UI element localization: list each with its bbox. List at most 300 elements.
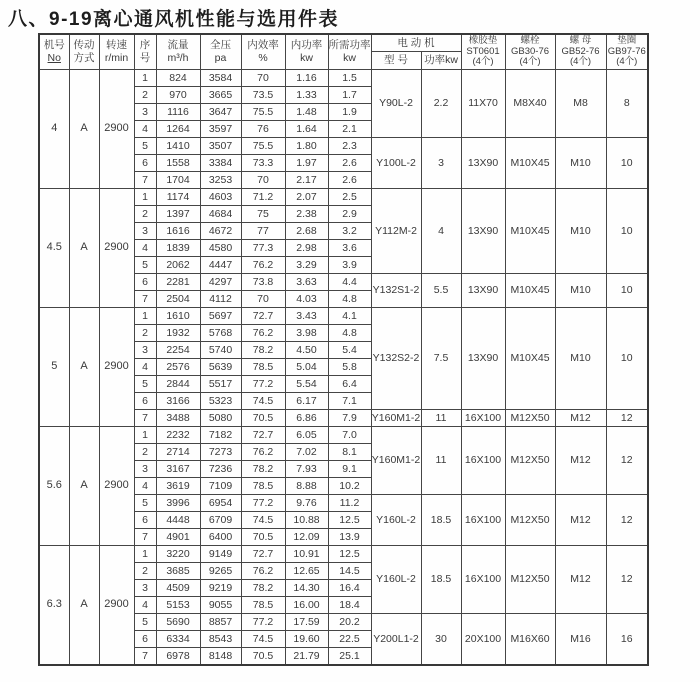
cell-seq: 3 xyxy=(134,103,156,120)
cell-flow: 3488 xyxy=(156,409,200,426)
cell-efficiency: 78.2 xyxy=(241,460,285,477)
cell-flow: 824 xyxy=(156,69,200,86)
cell-efficiency: 74.5 xyxy=(241,511,285,528)
cell-required-power: 12.5 xyxy=(328,545,371,562)
header-line: 转速 xyxy=(106,39,127,52)
cell-required-power: 11.2 xyxy=(328,494,371,511)
cell-speed: 2900 xyxy=(99,188,134,307)
cell-washer: 12 xyxy=(606,494,648,545)
cell-washer: 10 xyxy=(606,307,648,409)
cell-required-power: 4.4 xyxy=(328,273,371,290)
cell-bolt: M8X40 xyxy=(505,69,555,137)
cell-pressure: 6400 xyxy=(200,528,241,545)
cell-seq: 5 xyxy=(134,494,156,511)
cell-efficiency: 75.5 xyxy=(241,137,285,154)
cell-flow: 3220 xyxy=(156,545,200,562)
header-line: 方式 xyxy=(73,51,95,64)
header-line: 全压 xyxy=(210,39,231,52)
cell-required-power: 2.6 xyxy=(328,171,371,188)
cell-required-power: 18.4 xyxy=(328,596,371,613)
cell-seq: 4 xyxy=(134,120,156,137)
cell-internal-power: 1.33 xyxy=(285,86,328,103)
cell-required-power: 2.6 xyxy=(328,154,371,171)
cell-efficiency: 78.5 xyxy=(241,477,285,494)
cell-seq: 5 xyxy=(134,137,156,154)
cell-motor-model: Y90L-2 xyxy=(371,69,421,137)
cell-internal-power: 2.98 xyxy=(285,239,328,256)
header-line: pa xyxy=(214,51,227,64)
cell-required-power: 9.1 xyxy=(328,460,371,477)
cell-washer: 10 xyxy=(606,137,648,188)
cell-efficiency: 75.5 xyxy=(241,103,285,120)
cell-internal-power: 2.17 xyxy=(285,171,328,188)
cell-speed: 2900 xyxy=(99,307,134,426)
cell-efficiency: 78.5 xyxy=(241,596,285,613)
cell-required-power: 14.5 xyxy=(328,562,371,579)
cell-flow: 2281 xyxy=(156,273,200,290)
cell-motor-power: 18.5 xyxy=(421,545,461,613)
cell-seq: 6 xyxy=(134,511,156,528)
cell-rubber-pad: 16X100 xyxy=(461,545,505,613)
cell-flow: 970 xyxy=(156,86,200,103)
header-line: (4个) xyxy=(569,56,592,68)
cell-internal-power: 12.65 xyxy=(285,562,328,579)
cell-nut: M12 xyxy=(555,545,606,613)
cell-seq: 1 xyxy=(134,307,156,324)
cell-required-power: 2.3 xyxy=(328,137,371,154)
cell-efficiency: 77.2 xyxy=(241,494,285,511)
cell-flow: 4448 xyxy=(156,511,200,528)
cell-flow: 2062 xyxy=(156,256,200,273)
cell-flow: 1610 xyxy=(156,307,200,324)
cell-internal-power: 2.38 xyxy=(285,205,328,222)
cell-nut: M12 xyxy=(555,409,606,426)
col-header-nut xyxy=(555,34,606,69)
cell-fan-no: 6.3 xyxy=(39,545,69,665)
cell-internal-power: 1.16 xyxy=(285,69,328,86)
col-header-motor-model xyxy=(371,52,421,69)
cell-seq: 4 xyxy=(134,477,156,494)
cell-seq: 6 xyxy=(134,154,156,171)
cell-bolt: M10X45 xyxy=(505,273,555,307)
cell-internal-power: 14.30 xyxy=(285,579,328,596)
cell-required-power: 3.6 xyxy=(328,239,371,256)
cell-motor-model: Y100L-2 xyxy=(371,137,421,188)
cell-seq: 5 xyxy=(134,256,156,273)
cell-flow: 1932 xyxy=(156,324,200,341)
cell-required-power: 4.8 xyxy=(328,290,371,307)
cell-efficiency: 71.2 xyxy=(241,188,285,205)
cell-washer: 12 xyxy=(606,409,648,426)
cell-seq: 7 xyxy=(134,409,156,426)
cell-rubber-pad: 16X100 xyxy=(461,409,505,426)
cell-required-power: 1.7 xyxy=(328,86,371,103)
table-row xyxy=(39,307,648,324)
cell-efficiency: 70 xyxy=(241,290,285,307)
header-line: 螺 母 xyxy=(569,35,592,46)
cell-motor-power: 5.5 xyxy=(421,273,461,307)
header-line: 垫圈 xyxy=(617,35,637,46)
header-line: % xyxy=(258,51,268,64)
cell-pressure: 8543 xyxy=(200,630,241,647)
header-line: 所需功率 xyxy=(328,39,371,52)
cell-pressure: 7273 xyxy=(200,443,241,460)
cell-flow: 2254 xyxy=(156,341,200,358)
cell-internal-power: 19.60 xyxy=(285,630,328,647)
cell-efficiency: 73.8 xyxy=(241,273,285,290)
cell-required-power: 20.2 xyxy=(328,613,371,630)
cell-flow: 1839 xyxy=(156,239,200,256)
cell-bolt: M12X50 xyxy=(505,409,555,426)
cell-efficiency: 78.5 xyxy=(241,358,285,375)
cell-drive: A xyxy=(69,545,99,665)
cell-efficiency: 73.3 xyxy=(241,154,285,171)
cell-seq: 1 xyxy=(134,188,156,205)
cell-rubber-pad: 13X90 xyxy=(461,307,505,409)
cell-seq: 3 xyxy=(134,222,156,239)
cell-bolt: M12X50 xyxy=(505,545,555,613)
col-header-efficiency xyxy=(241,34,285,69)
cell-pressure: 8857 xyxy=(200,613,241,630)
cell-seq: 7 xyxy=(134,171,156,188)
cell-motor-model: Y160M1-2 xyxy=(371,409,421,426)
header-line: 机号 xyxy=(43,39,65,52)
cell-flow: 6978 xyxy=(156,647,200,665)
cell-pressure: 6954 xyxy=(200,494,241,511)
cell-seq: 3 xyxy=(134,579,156,596)
cell-efficiency: 77.3 xyxy=(241,239,285,256)
cell-efficiency: 78.2 xyxy=(241,341,285,358)
cell-pressure: 7109 xyxy=(200,477,241,494)
cell-drive: A xyxy=(69,307,99,426)
cell-flow: 2576 xyxy=(156,358,200,375)
cell-washer: 12 xyxy=(606,545,648,613)
cell-required-power: 16.4 xyxy=(328,579,371,596)
cell-required-power: 5.4 xyxy=(328,341,371,358)
cell-required-power: 6.4 xyxy=(328,375,371,392)
cell-pressure: 4447 xyxy=(200,256,241,273)
cell-flow: 6334 xyxy=(156,630,200,647)
table-row xyxy=(39,69,648,86)
header-line: GB30-76 xyxy=(510,45,550,57)
header-line: (4个) xyxy=(472,56,494,68)
cell-nut: M10 xyxy=(555,307,606,409)
cell-motor-power: 11 xyxy=(421,409,461,426)
cell-efficiency: 70.5 xyxy=(241,647,285,665)
cell-nut: M12 xyxy=(555,494,606,545)
cell-efficiency: 74.5 xyxy=(241,392,285,409)
cell-seq: 6 xyxy=(134,392,156,409)
cell-efficiency: 74.5 xyxy=(241,630,285,647)
cell-seq: 2 xyxy=(134,562,156,579)
cell-rubber-pad: 16X100 xyxy=(461,494,505,545)
cell-flow: 5153 xyxy=(156,596,200,613)
cell-efficiency: 76.2 xyxy=(241,256,285,273)
cell-pressure: 3384 xyxy=(200,154,241,171)
cell-required-power: 13.9 xyxy=(328,528,371,545)
cell-bolt: M12X50 xyxy=(505,494,555,545)
cell-motor-power: 30 xyxy=(421,613,461,665)
cell-efficiency: 76.2 xyxy=(241,324,285,341)
cell-nut: M10 xyxy=(555,273,606,307)
cell-required-power: 3.9 xyxy=(328,256,371,273)
col-header-rubber-pad xyxy=(461,34,505,69)
cell-internal-power: 10.88 xyxy=(285,511,328,528)
cell-motor-power: 4 xyxy=(421,188,461,273)
header-line: GB52-76 xyxy=(561,45,600,57)
cell-seq: 5 xyxy=(134,613,156,630)
header-line: m³/h xyxy=(167,51,189,64)
cell-nut: M10 xyxy=(555,188,606,273)
cell-rubber-pad: 11X70 xyxy=(461,69,505,137)
cell-internal-power: 12.09 xyxy=(285,528,328,545)
cell-bolt: M10X45 xyxy=(505,188,555,273)
cell-seq: 1 xyxy=(134,426,156,443)
cell-efficiency: 72.7 xyxy=(241,426,285,443)
cell-internal-power: 3.98 xyxy=(285,324,328,341)
cell-internal-power: 3.63 xyxy=(285,273,328,290)
header-line: 流量 xyxy=(167,39,189,52)
cell-flow: 1704 xyxy=(156,171,200,188)
header-line: 序 xyxy=(139,39,151,52)
cell-washer: 10 xyxy=(606,188,648,273)
cell-pressure: 4672 xyxy=(200,222,241,239)
cell-efficiency: 72.7 xyxy=(241,307,285,324)
cell-required-power: 4.8 xyxy=(328,324,371,341)
cell-efficiency: 70.5 xyxy=(241,409,285,426)
cell-rubber-pad: 13X90 xyxy=(461,273,505,307)
cell-efficiency: 70 xyxy=(241,69,285,86)
cell-pressure: 9149 xyxy=(200,545,241,562)
header-line: 型 号 xyxy=(384,54,408,67)
cell-seq: 4 xyxy=(134,239,156,256)
header-line: ST0601 xyxy=(466,45,500,57)
cell-seq: 3 xyxy=(134,460,156,477)
cell-required-power: 8.1 xyxy=(328,443,371,460)
cell-washer: 16 xyxy=(606,613,648,665)
cell-internal-power: 8.88 xyxy=(285,477,328,494)
cell-seq: 6 xyxy=(134,273,156,290)
cell-internal-power: 21.79 xyxy=(285,647,328,665)
cell-pressure: 5697 xyxy=(200,307,241,324)
cell-flow: 1397 xyxy=(156,205,200,222)
cell-internal-power: 9.76 xyxy=(285,494,328,511)
cell-nut: M16 xyxy=(555,613,606,665)
cell-efficiency: 77 xyxy=(241,222,285,239)
header-line: 号 xyxy=(139,51,151,64)
cell-pressure: 9055 xyxy=(200,596,241,613)
cell-flow: 5690 xyxy=(156,613,200,630)
header-row xyxy=(39,34,648,52)
cell-seq: 4 xyxy=(134,596,156,613)
cell-required-power: 22.5 xyxy=(328,630,371,647)
cell-nut: M8 xyxy=(555,69,606,137)
cell-internal-power: 10.91 xyxy=(285,545,328,562)
cell-pressure: 7182 xyxy=(200,426,241,443)
cell-internal-power: 6.17 xyxy=(285,392,328,409)
cell-pressure: 4684 xyxy=(200,205,241,222)
cell-seq: 6 xyxy=(134,630,156,647)
cell-efficiency: 76.2 xyxy=(241,443,285,460)
cell-washer: 12 xyxy=(606,426,648,494)
fan-performance-table xyxy=(38,33,649,666)
cell-seq: 7 xyxy=(134,647,156,665)
cell-motor-power: 11 xyxy=(421,426,461,494)
cell-required-power: 2.5 xyxy=(328,188,371,205)
cell-pressure: 7236 xyxy=(200,460,241,477)
cell-internal-power: 7.93 xyxy=(285,460,328,477)
cell-flow: 1264 xyxy=(156,120,200,137)
cell-drive: A xyxy=(69,188,99,307)
cell-internal-power: 6.05 xyxy=(285,426,328,443)
cell-pressure: 4112 xyxy=(200,290,241,307)
cell-required-power: 10.2 xyxy=(328,477,371,494)
col-header-bolt xyxy=(505,34,555,69)
cell-internal-power: 5.04 xyxy=(285,358,328,375)
cell-internal-power: 1.80 xyxy=(285,137,328,154)
header-line: (4个) xyxy=(519,56,541,68)
cell-efficiency: 75 xyxy=(241,205,285,222)
header-line: kw xyxy=(300,51,313,64)
cell-fan-no: 5 xyxy=(39,307,69,426)
cell-flow: 3619 xyxy=(156,477,200,494)
cell-motor-model: Y160L-2 xyxy=(371,545,421,613)
cell-internal-power: 5.54 xyxy=(285,375,328,392)
cell-efficiency: 72.7 xyxy=(241,545,285,562)
col-header-required-power xyxy=(328,34,371,69)
header-line: kw xyxy=(343,51,356,64)
cell-efficiency: 73.5 xyxy=(241,86,285,103)
cell-required-power: 1.5 xyxy=(328,69,371,86)
cell-rubber-pad: 16X100 xyxy=(461,426,505,494)
cell-flow: 3166 xyxy=(156,392,200,409)
cell-motor-model: Y160M1-2 xyxy=(371,426,421,494)
cell-flow: 4901 xyxy=(156,528,200,545)
cell-flow: 3996 xyxy=(156,494,200,511)
cell-internal-power: 16.00 xyxy=(285,596,328,613)
cell-motor-model: Y132S2-2 xyxy=(371,307,421,409)
cell-rubber-pad: 13X90 xyxy=(461,137,505,188)
cell-seq: 4 xyxy=(134,358,156,375)
cell-drive: A xyxy=(69,426,99,545)
cell-required-power: 3.2 xyxy=(328,222,371,239)
cell-pressure: 5323 xyxy=(200,392,241,409)
cell-efficiency: 77.2 xyxy=(241,375,285,392)
cell-flow: 2714 xyxy=(156,443,200,460)
cell-required-power: 12.5 xyxy=(328,511,371,528)
cell-pressure: 8148 xyxy=(200,647,241,665)
cell-internal-power: 4.50 xyxy=(285,341,328,358)
cell-internal-power: 1.64 xyxy=(285,120,328,137)
cell-pressure: 4297 xyxy=(200,273,241,290)
cell-seq: 1 xyxy=(134,545,156,562)
table-row xyxy=(39,545,648,562)
cell-pressure: 5517 xyxy=(200,375,241,392)
cell-motor-power: 2.2 xyxy=(421,69,461,137)
cell-drive: A xyxy=(69,69,99,188)
cell-required-power: 7.0 xyxy=(328,426,371,443)
header-line: 电 动 机 xyxy=(397,36,435,49)
col-header-speed xyxy=(99,34,134,69)
cell-seq: 7 xyxy=(134,290,156,307)
page-title: 八、9-19离心通风机性能与选用件表 xyxy=(8,9,340,30)
table-body xyxy=(39,69,648,665)
header-line: 传动 xyxy=(73,39,95,52)
cell-internal-power: 1.48 xyxy=(285,103,328,120)
col-header-drive xyxy=(69,34,99,69)
cell-washer: 8 xyxy=(606,69,648,137)
cell-seq: 3 xyxy=(134,341,156,358)
cell-rubber-pad: 20X100 xyxy=(461,613,505,665)
cell-motor-model: Y160L-2 xyxy=(371,494,421,545)
cell-flow: 1410 xyxy=(156,137,200,154)
cell-seq: 1 xyxy=(134,69,156,86)
cell-flow: 2844 xyxy=(156,375,200,392)
cell-internal-power: 17.59 xyxy=(285,613,328,630)
cell-pressure: 5639 xyxy=(200,358,241,375)
cell-internal-power: 6.86 xyxy=(285,409,328,426)
cell-motor-power: 18.5 xyxy=(421,494,461,545)
cell-pressure: 9265 xyxy=(200,562,241,579)
cell-seq: 7 xyxy=(134,528,156,545)
cell-internal-power: 7.02 xyxy=(285,443,328,460)
cell-bolt: M16X60 xyxy=(505,613,555,665)
cell-required-power: 2.1 xyxy=(328,120,371,137)
cell-nut: M12 xyxy=(555,426,606,494)
table-row xyxy=(39,426,648,443)
cell-speed: 2900 xyxy=(99,545,134,665)
header-line: 橡胶垫 xyxy=(468,35,498,46)
cell-flow: 2232 xyxy=(156,426,200,443)
cell-efficiency: 70.5 xyxy=(241,528,285,545)
cell-pressure: 3253 xyxy=(200,171,241,188)
cell-fan-no: 4.5 xyxy=(39,188,69,307)
cell-efficiency: 76.2 xyxy=(241,562,285,579)
cell-efficiency: 77.2 xyxy=(241,613,285,630)
header-line: 内功率 xyxy=(290,39,323,52)
header-line: r/min xyxy=(104,51,129,64)
cell-nut: M10 xyxy=(555,137,606,188)
cell-bolt: M10X45 xyxy=(505,307,555,409)
cell-required-power: 2.9 xyxy=(328,205,371,222)
cell-seq: 2 xyxy=(134,205,156,222)
cell-motor-model: Y132S1-2 xyxy=(371,273,421,307)
col-header-washer xyxy=(606,34,648,69)
cell-flow: 4509 xyxy=(156,579,200,596)
cell-flow: 3167 xyxy=(156,460,200,477)
col-header-flow xyxy=(156,34,200,69)
cell-bolt: M10X45 xyxy=(505,137,555,188)
cell-seq: 2 xyxy=(134,86,156,103)
cell-required-power: 25.1 xyxy=(328,647,371,665)
header-line: No xyxy=(47,51,61,64)
col-header-motor-group xyxy=(371,34,461,52)
cell-pressure: 3665 xyxy=(200,86,241,103)
cell-efficiency: 76 xyxy=(241,120,285,137)
cell-bolt: M12X50 xyxy=(505,426,555,494)
cell-pressure: 4580 xyxy=(200,239,241,256)
cell-pressure: 3597 xyxy=(200,120,241,137)
cell-required-power: 1.9 xyxy=(328,103,371,120)
col-header-motor-power xyxy=(421,52,461,69)
cell-pressure: 3507 xyxy=(200,137,241,154)
table-row xyxy=(39,188,648,205)
cell-required-power: 4.1 xyxy=(328,307,371,324)
cell-pressure: 3584 xyxy=(200,69,241,86)
cell-rubber-pad: 13X90 xyxy=(461,188,505,273)
cell-speed: 2900 xyxy=(99,69,134,188)
cell-fan-no: 4 xyxy=(39,69,69,188)
